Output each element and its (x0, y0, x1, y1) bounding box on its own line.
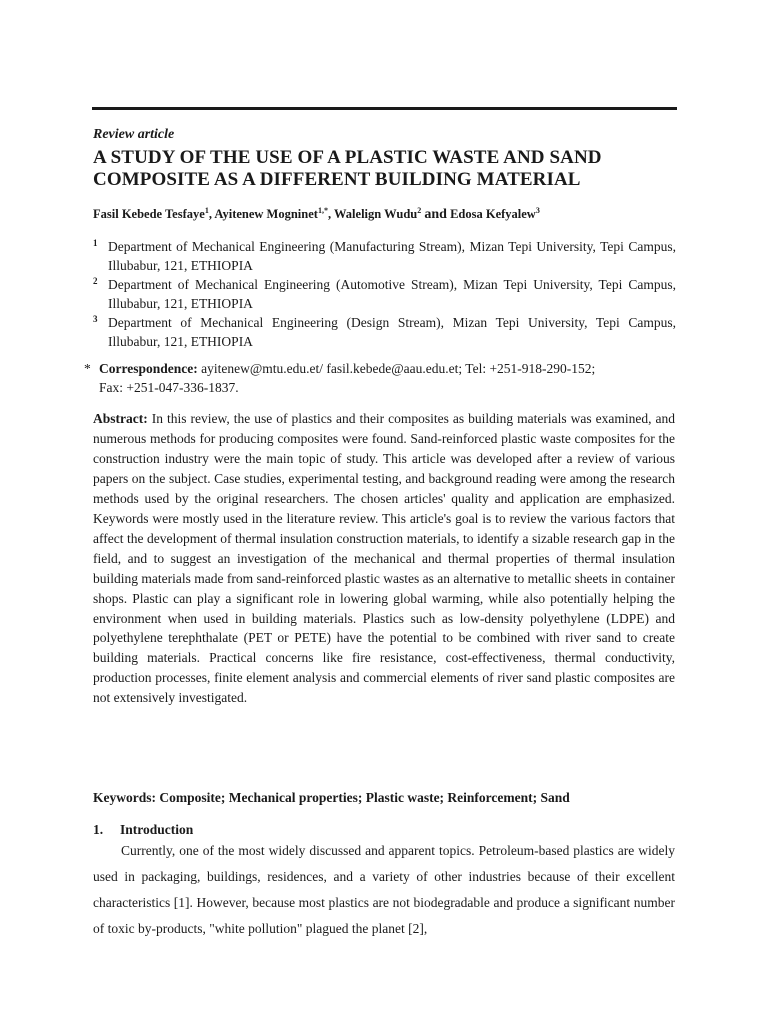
author-conjunction: and (424, 207, 447, 223)
section-number: 1. (93, 822, 104, 837)
correspondence-label: Correspondence: (99, 361, 198, 376)
correspondence (84, 359, 684, 397)
author-superscript: 1,* (317, 206, 328, 215)
author-name: Ayitenew Mogninet (214, 207, 318, 222)
affiliation-item (93, 237, 676, 275)
correspondence-marker: * (84, 361, 91, 376)
author-list: Fasil Kebede Tesfaye$^1$, Ayitenew Mogninet$^{1,*}$, Walelign Wudu$^2$ and Edosa Kefyalew$^3$ (93, 206, 540, 223)
abstract (93, 409, 675, 708)
affiliation-number: 2 (93, 276, 98, 286)
affiliation-item (93, 275, 676, 313)
article-type-label: Review article (93, 127, 175, 142)
affiliation-text: Department of Mechanical Engineering (Automotive Stream), Mizan Tepi University, Tepi Campus, Illubabur, 121, ETHIOPIA (108, 277, 676, 311)
affiliation-text: Department of Mechanical Engineering (Manufacturing Stream), Mizan Tepi University, Tepi Campus, Illubabur, 121, ETHIOPIA (108, 239, 676, 273)
author-superscript: 3 (535, 206, 540, 215)
author-superscript: 1 (204, 206, 209, 215)
author-superscript: 2 (417, 206, 422, 215)
correspondence-line (84, 359, 684, 378)
affiliation-number: 3 (93, 314, 98, 324)
section-heading (93, 822, 193, 838)
top-rule (92, 107, 677, 110)
section-title: Introduction (120, 822, 194, 837)
affiliation-number: 1 (93, 238, 98, 248)
affiliation-item (93, 313, 676, 351)
keywords: Keywords: Composite; Mechanical properties; Plastic waste; Reinforcement; Sand (93, 790, 570, 805)
author-name: Walelign Wudu (333, 207, 418, 222)
introduction-text: Currently, one of the most widely discussed and apparent topics. Petroleum-based plastics are widely used in packaging, buildings, residences, and a variety of other industries because of their excellent characteristics [1]. However, because most plastics are not biodegradable and produce a significant number of toxic by-products, "white pollution" plagued the planet [2], (93, 843, 675, 936)
paper-title: A STUDY OF THE USE OF A PLASTIC WASTE AND SAND COMPOSITE AS A DIFFERENT BUILDING MATERIAL (93, 147, 602, 190)
author-name: Fasil Kebede Tesfaye (93, 207, 205, 222)
correspondence-fax: Fax: +251-047-336-1837. (99, 380, 239, 395)
affiliation-text: Department of Mechanical Engineering (Design Stream), Mizan Tepi University, Tepi Campus, Illubabur, 121, ETHIOPIA (108, 315, 676, 349)
correspondence-contacts: ayitenew@mtu.edu.et/ fasil.kebede@aau.edu.et; Tel: +251-918-290-152; (197, 361, 596, 376)
author-name: Edosa Kefyalew (450, 207, 536, 222)
affiliations (93, 237, 676, 351)
abstract-text: In this review, the use of plastics and their composites as building materials was examined, and numerous methods for producing composites were found. Sand-reinforced plastic waste composites for the construction industry were the main topic of study. This article was developed after a review of various papers on the subject. Case studies, experimental testing, and background reading were among the research methods used by the original researchers. The chosen articles' quality and application are emphasized. Keywords were mostly used in the literature review. This article's goal is to review the various factors that affect the development of thermal insulation construction materials, to identify a sizable research gap in the field, and to suggest an investigation of the mechanical and thermal properties of thermal insulation building materials made from sand-reinforced plastic wastes as an alternative to metallic sheets in container shops. Plastic can play a significant role in lowering global warming, while also potentially helping the environment when used in building materials. Plastics such as low-density polyethylene (LDPE) and polyethylene terephthalate (PET or PETE) have the potential to be combined with river sand to create building materials. Practical concerns like fire resistance, cost-effectiveness, thermal conductivity, production processes, finite element analysis and commercial elements of river sand plastic composites are not extensively investigated. (93, 411, 675, 706)
abstract-label: Abstract: (93, 411, 148, 426)
